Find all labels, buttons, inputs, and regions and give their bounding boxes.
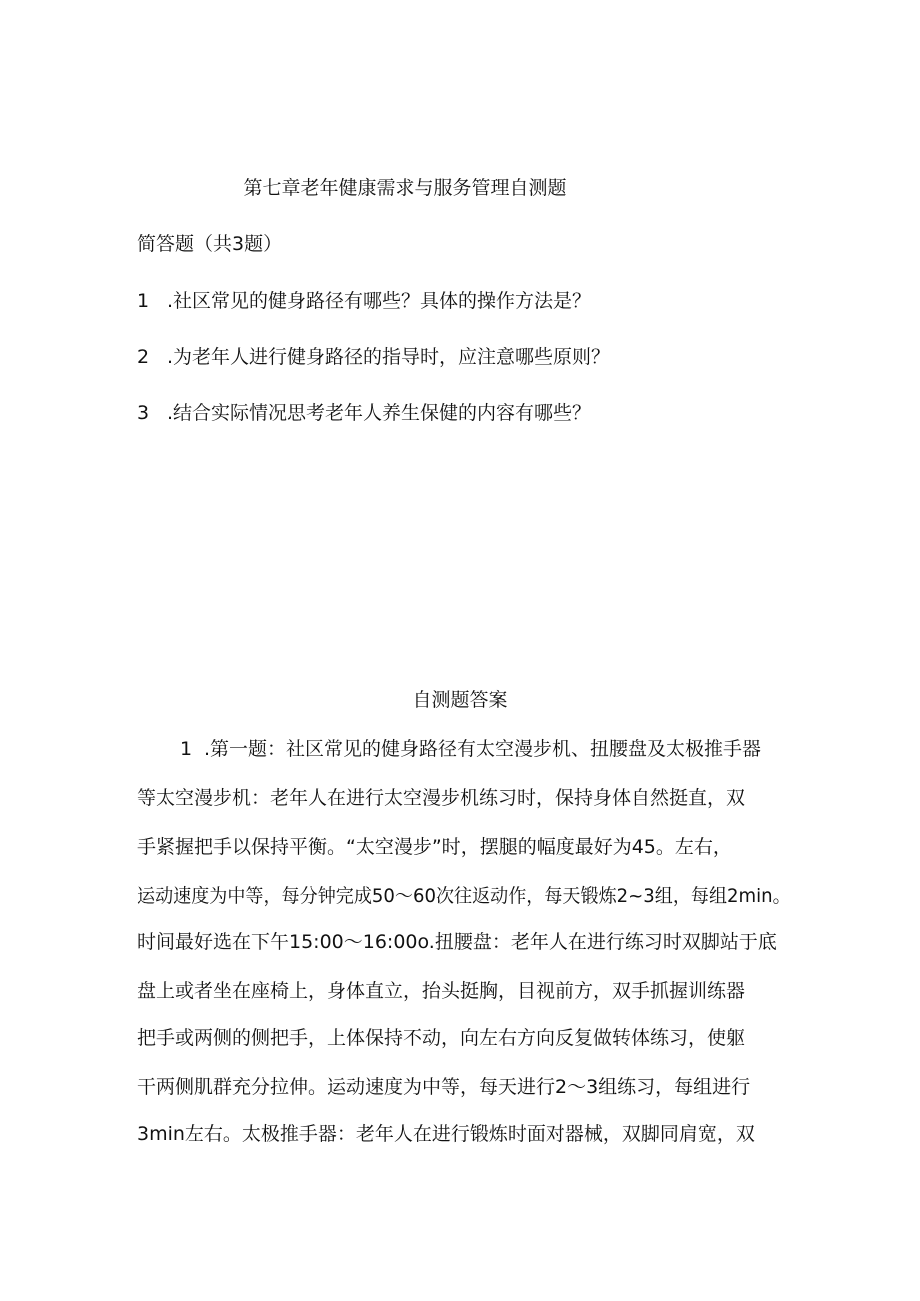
- answer-paragraph-line: 手紧握把手以保持平衡。“太空漫步”时，摆腿的幅度最好为45。左右，: [137, 836, 732, 858]
- answer-paragraph-line: [180, 735, 761, 763]
- answer-paragraph-line: 盘上或者坐在座椅上，身体直立，抬头挺胸，目视前方，双手抓握训练器: [137, 980, 746, 1002]
- document-title: 第七章老年健康需求与服务管理自测题: [243, 177, 567, 199]
- answer-number: 1: [180, 738, 193, 760]
- section-label: 简答题（共3题）: [137, 233, 283, 255]
- answer-paragraph-line: 时间最好选在下午15:00〜16:00o.扭腰盘：老年人在进行练习时双脚站于底: [137, 931, 777, 953]
- answer-text: .第一题：社区常见的健身路径有太空漫步机、扭腰盘及太极推手器: [204, 738, 762, 760]
- question-item: [137, 399, 591, 427]
- question-text: .社区常见的健身路径有哪些？具体的操作方法是？: [167, 290, 592, 312]
- question-text: .结合实际情况思考老年人养生保健的内容有哪些？: [167, 402, 592, 424]
- question-text: .为老年人进行健身路径的指导时，应注意哪些原则？: [167, 346, 611, 368]
- answer-section-title: 自测题答案: [412, 689, 508, 711]
- question-item: [137, 343, 610, 371]
- answer-paragraph-line: 把手或两侧的侧把手，上体保持不动，向左右方向反复做转体练习，使躯: [137, 1027, 746, 1049]
- question-number: 3: [137, 402, 150, 424]
- answer-paragraph-line: 3min左右。太极推手器：老年人在进行锻炼时面对器械，双脚同肩宽，双: [137, 1123, 755, 1145]
- question-number: 2: [137, 346, 150, 368]
- answer-paragraph-line: 等太空漫步机：老年人在进行太空漫步机练习时，保持身体自然挺直，双: [137, 787, 746, 809]
- answer-paragraph-line: 运动速度为中等，每分钟完成50〜60次往返动作，每天锻炼2~3组，每组2min。: [137, 885, 791, 907]
- question-number: 1: [137, 290, 150, 312]
- answer-paragraph-line: 干两侧肌群充分拉伸。运动速度为中等，每天进行2〜3组练习，每组进行: [137, 1076, 751, 1098]
- question-item: [137, 287, 591, 315]
